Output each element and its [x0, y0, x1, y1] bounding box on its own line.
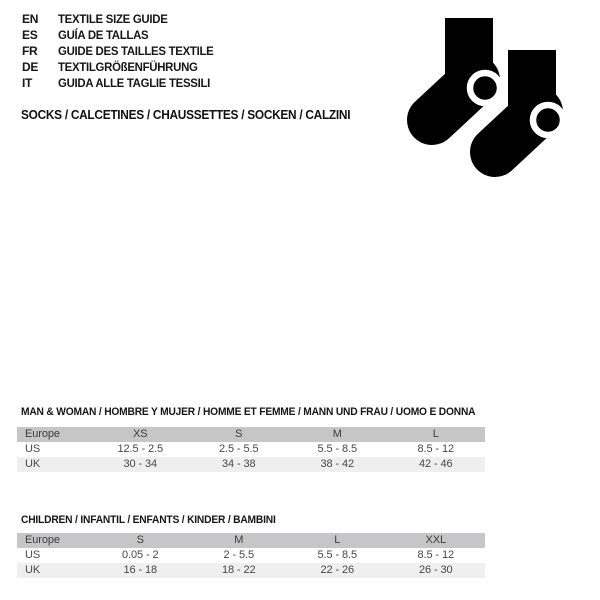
column-header-size: L	[432, 428, 439, 440]
socks-icon	[400, 10, 570, 190]
column-header-size: L	[334, 534, 341, 546]
category-title: SOCKS / CALCETINES / CHAUSSETTES / SOCKEN / CALZINI	[21, 108, 351, 122]
language-label: TEXTILGRÖßENFÜHRUNG	[58, 60, 198, 74]
table-row-uk	[17, 563, 485, 578]
column-header-europe: Europe	[25, 428, 60, 440]
table-row-uk	[17, 457, 485, 472]
size-cell: 30 - 34	[123, 458, 158, 470]
column-header-europe: Europe	[25, 534, 60, 546]
size-cell: 2.5 - 5.5	[219, 443, 259, 455]
size-cell: 42 - 46	[418, 458, 453, 470]
table-header-row	[17, 533, 485, 548]
size-cell: 8.5 - 12	[417, 549, 454, 561]
row-label-uk: UK	[25, 564, 41, 576]
column-header-size: XXL	[425, 534, 446, 546]
size-cell: 0.05 - 2	[121, 549, 159, 561]
size-table-children	[17, 533, 485, 578]
size-cell: 2 - 5.5	[223, 549, 254, 561]
size-cell: 12.5 - 2.5	[117, 443, 163, 455]
table-title-man-woman: MAN & WOMAN / HOMBRE Y MUJER / HOMME ET FEMME / MANN UND FRAU / UOMO E DONNA	[21, 406, 476, 418]
row-label-uk: UK	[25, 458, 41, 470]
language-row	[22, 27, 222, 43]
column-header-size: M	[234, 534, 244, 546]
language-code: DE	[22, 60, 39, 74]
column-header-size: M	[332, 428, 342, 440]
language-label: TEXTILE SIZE GUIDE	[58, 12, 168, 26]
language-code: EN	[22, 12, 39, 26]
language-row	[22, 59, 222, 75]
table-title-children: CHILDREN / INFANTIL / ENFANTS / KINDER / BAMBINI	[21, 514, 276, 526]
row-label-us: US	[25, 443, 41, 455]
size-cell: 38 - 42	[320, 458, 355, 470]
size-cell: 22 - 26	[320, 564, 355, 576]
size-cell: 34 - 38	[221, 458, 256, 470]
size-cell: 26 - 30	[418, 564, 453, 576]
language-code: ES	[22, 28, 38, 42]
row-label-us: US	[25, 549, 41, 561]
language-row	[22, 43, 222, 59]
sock-right-shape	[495, 50, 563, 152]
size-cell: 16 - 18	[123, 564, 158, 576]
language-row	[22, 75, 222, 91]
table-header-row	[17, 427, 485, 442]
size-table-man-woman	[17, 427, 485, 472]
language-list	[22, 11, 222, 91]
column-header-size: S	[136, 534, 144, 546]
column-header-size: S	[235, 428, 243, 440]
language-code: FR	[22, 44, 38, 58]
size-cell: 5.5 - 8.5	[317, 549, 357, 561]
table-row-us	[17, 442, 485, 457]
language-row	[22, 11, 222, 27]
size-cell: 8.5 - 12	[417, 443, 454, 455]
language-label: GUIDA ALLE TAGLIE TESSILI	[58, 76, 211, 90]
size-cell: 18 - 22	[221, 564, 256, 576]
sock-left-shape	[432, 18, 500, 120]
language-code: IT	[22, 76, 33, 90]
column-header-size: XS	[133, 428, 148, 440]
table-row-us	[17, 548, 485, 563]
size-cell: 5.5 - 8.5	[317, 443, 357, 455]
language-label: GUIDE DES TAILLES TEXTILE	[58, 44, 214, 58]
language-label: GUÍA DE TALLAS	[58, 28, 149, 42]
